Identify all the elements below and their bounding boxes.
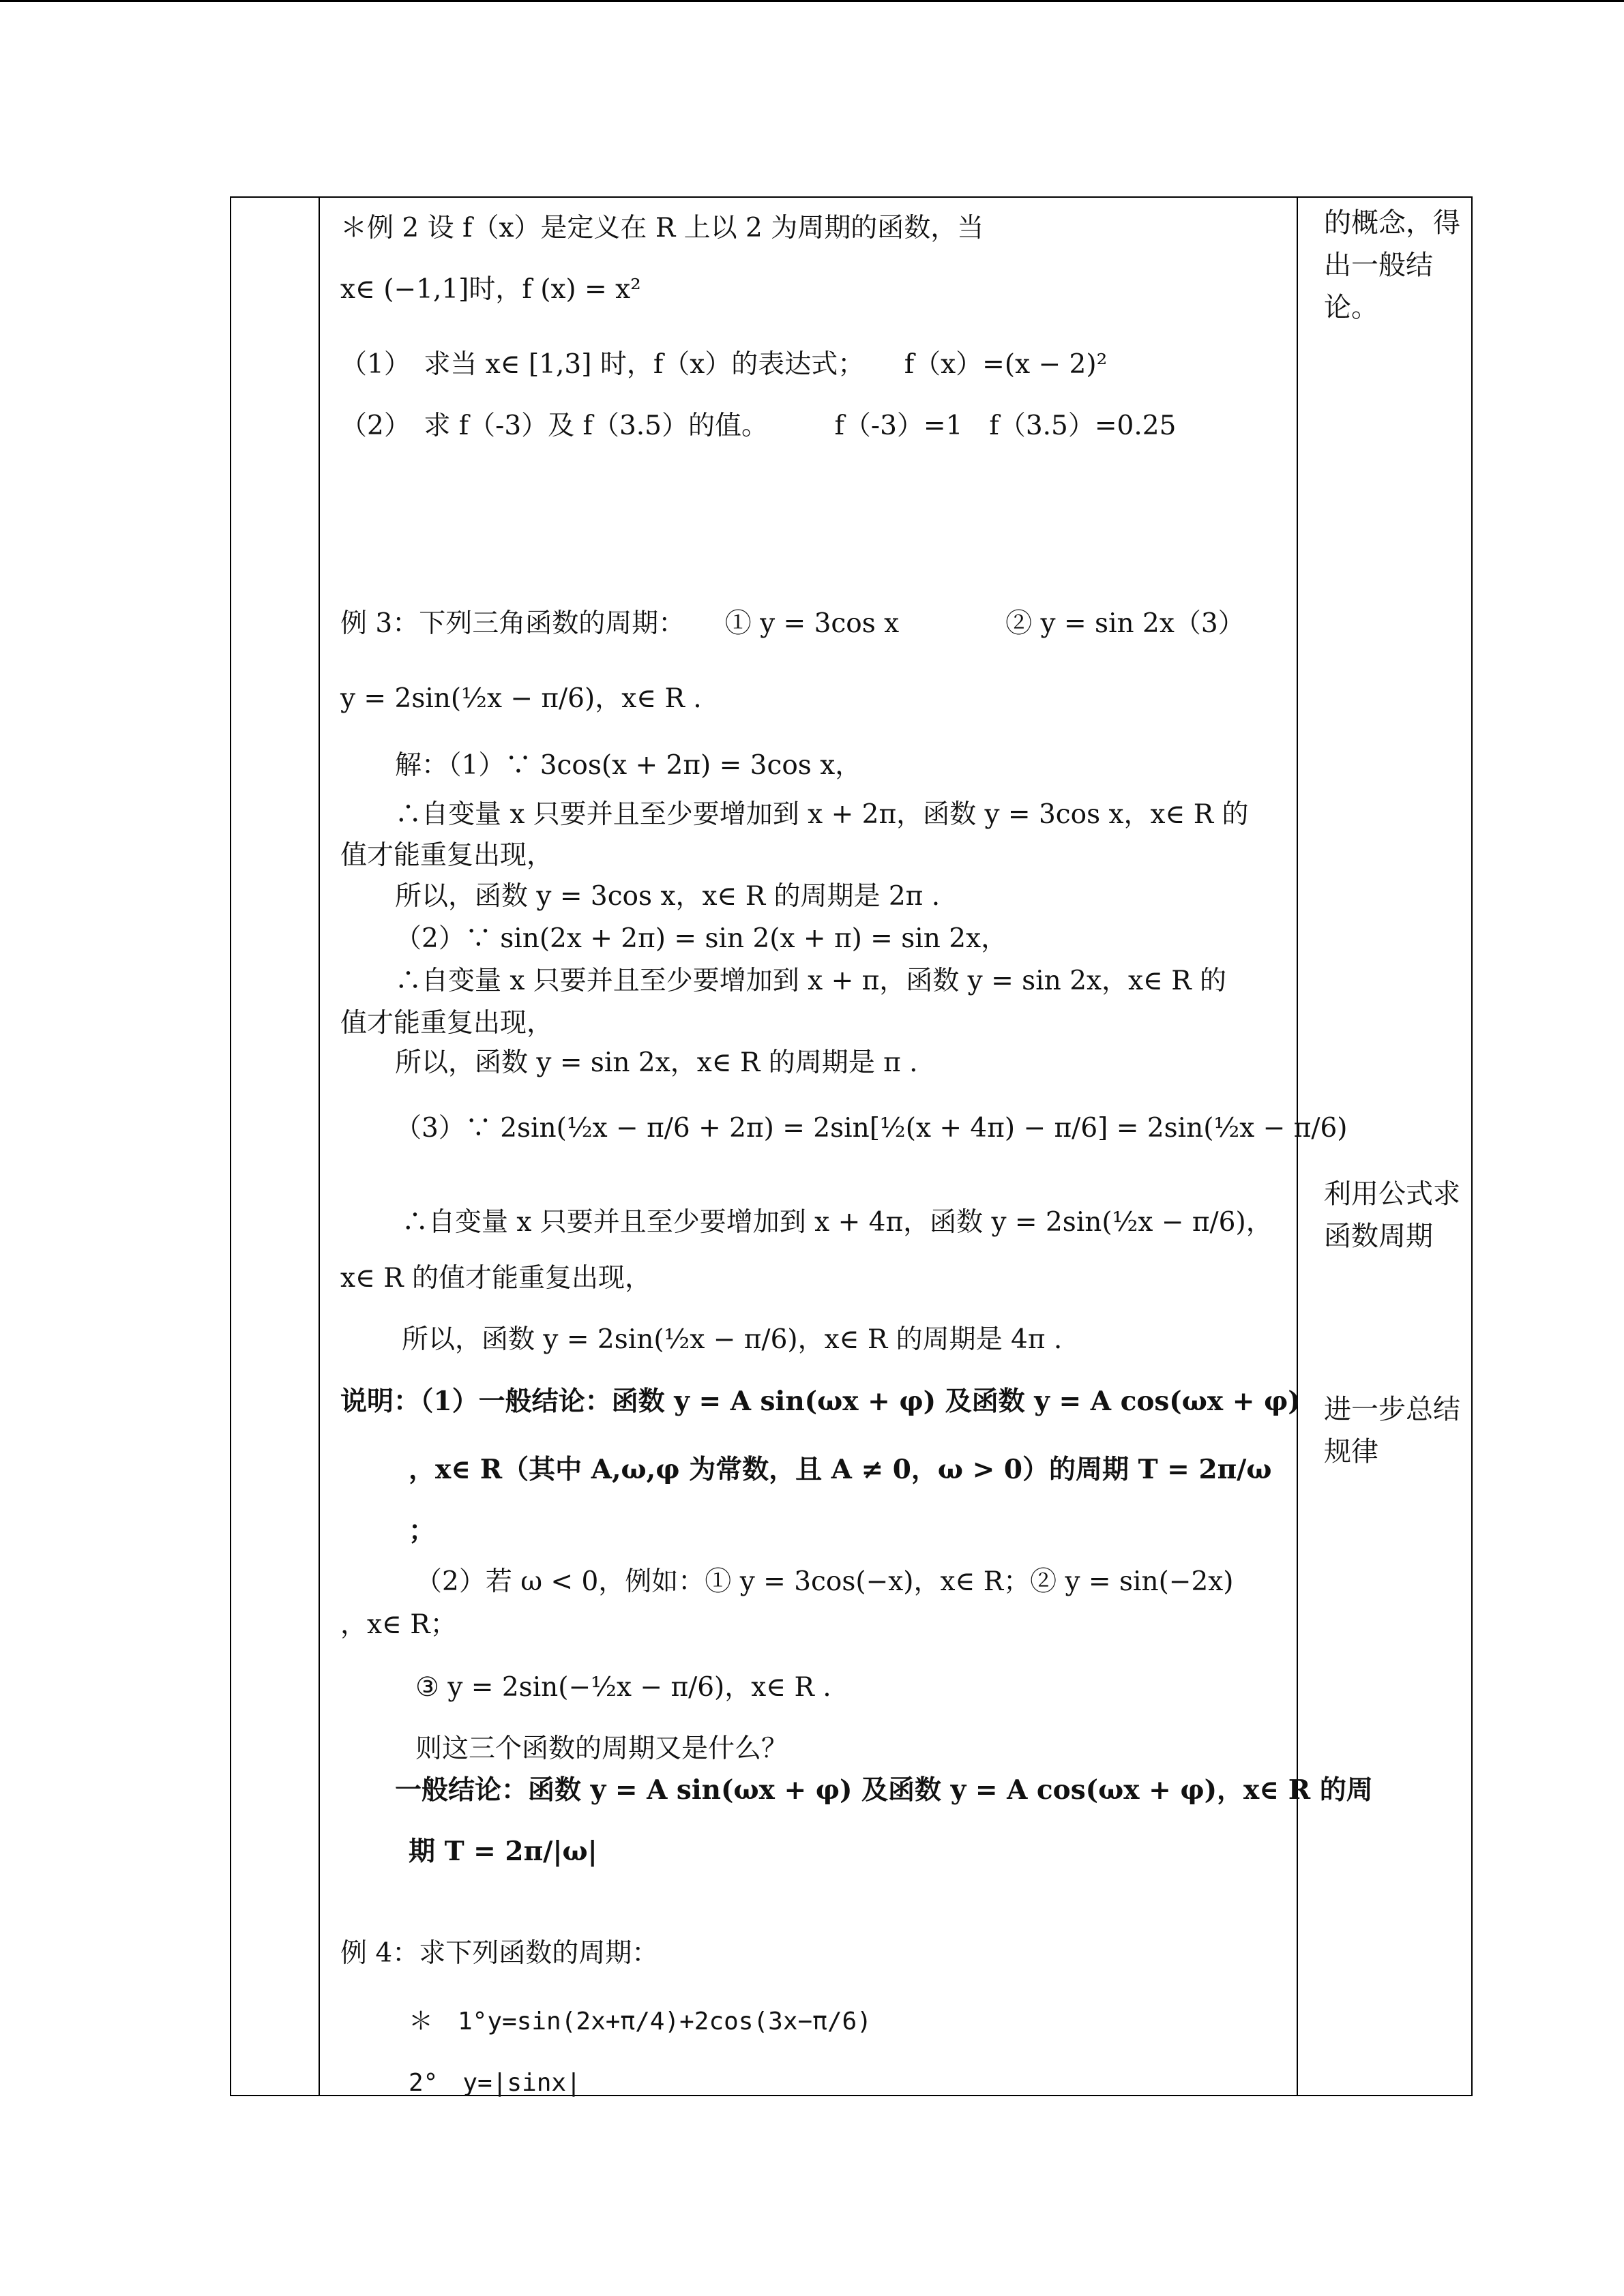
main-line-24: ③ y = 2sin(−½x − π/6)，x∈ R . [415,1672,831,1703]
main-line-27: 期 T = 2π/|ω| [409,1836,597,1867]
main-line-14: 所以，函数 y = sin 2x，x∈ R 的周期是 π . [395,1047,918,1078]
main-line-6: y = 2sin(½x − π/6)，x∈ R . [340,683,702,714]
notes-column [1309,198,1466,2095]
main-line-15: （3）∵ 2sin(½x − π/6 + 2π) = 2sin[½(x + 4π) − π/6] = 2sin(½x − π/6) [395,1113,1348,1144]
main-line-10: 所以，函数 y = 3cos x，x∈ R 的周期是 2π . [395,881,941,912]
main-line-5: 例 3：下列三角函数的周期： ① y = 3cos x ② y = sin 2x（3） [340,608,1245,639]
main-line-19: 说明：（1）一般结论：函数 y = A sin(ωx + φ) 及函数 y = A cos(ωx + φ) [340,1386,1301,1417]
main-line-21: ； [409,1515,436,1547]
main-line-16: ∴自变量 x 只要并且至少要增加到 x + 4π，函数 y = 2sin(½x − π/6)， [402,1207,1273,1238]
main-line-12: ∴自变量 x 只要并且至少要增加到 x + π，函数 y = sin 2x，x∈ R 的 [395,966,1227,996]
column-divider-2 [1297,198,1298,2095]
lesson-table [230,196,1473,2096]
page-top-border [0,0,1624,2]
side-note-1: 的概念，得出一般结论。 [1324,207,1460,323]
main-line-4: （2） 求 f（-3）及 f（3.5）的值。 f（-3）=1 f（3.5）=0.25 [340,411,1177,441]
main-line-17: x∈ R 的值才能重复出现， [340,1263,652,1294]
side-note-3: 进一步总结规律 [1324,1394,1460,1467]
main-line-26: 一般结论：函数 y = A sin(ωx + φ) 及函数 y = A cos(ωx + φ)，x∈ R 的周 [395,1774,1373,1806]
main-line-9: 值才能重复出现， [340,840,554,871]
main-line-20: ，x∈ R（其中 A,ω,φ 为常数，且 A ≠ 0，ω > 0）的周期 T = 2π/ω [409,1454,1272,1485]
main-line-30: 2° y=|sinx| [409,2069,581,2097]
side-note-2: 利用公式求函数周期 [1324,1178,1460,1252]
main-line-28: 例 4：求下列函数的周期： [340,1938,659,1969]
main-line-3: （1） 求当 x∈ [1,3] 时，f（x）的表达式； f（x）=(x − 2)² [340,349,1108,380]
main-line-18: 所以，函数 y = 2sin(½x − π/6)，x∈ R 的周期是 4π . [402,1324,1063,1355]
main-line-22: （2）若 ω < 0，例如：① y = 3cos(−x)，x∈ R；② y = sin(−2x) [415,1566,1234,1597]
main-line-2: x∈ (−1,1]时，f (x) = x² [340,274,641,305]
main-line-23: ，x∈ R； [340,1609,457,1640]
main-line-11: （2）∵ sin(2x + 2π) = sin 2(x + π) = sin 2x， [395,923,1008,954]
main-line-8: ∴自变量 x 只要并且至少要增加到 x + 2π，函数 y = 3cos x，x∈ R 的 [395,799,1249,830]
main-line-25: 则这三个函数的周期又是什么？ [415,1733,788,1764]
main-content-column [320,198,1373,2097]
main-line-29: ＊ 1°y=sin(2x+π/4)+2cos(3x−π/6) [409,2008,872,2036]
main-line-1: ＊例 2 设 f（x）是定义在 R 上以 2 为周期的函数，当 [340,213,984,243]
main-line-7: 解：（1）∵ 3cos(x + 2π) = 3cos x， [395,750,862,781]
main-line-13: 值才能重复出现， [340,1008,554,1039]
